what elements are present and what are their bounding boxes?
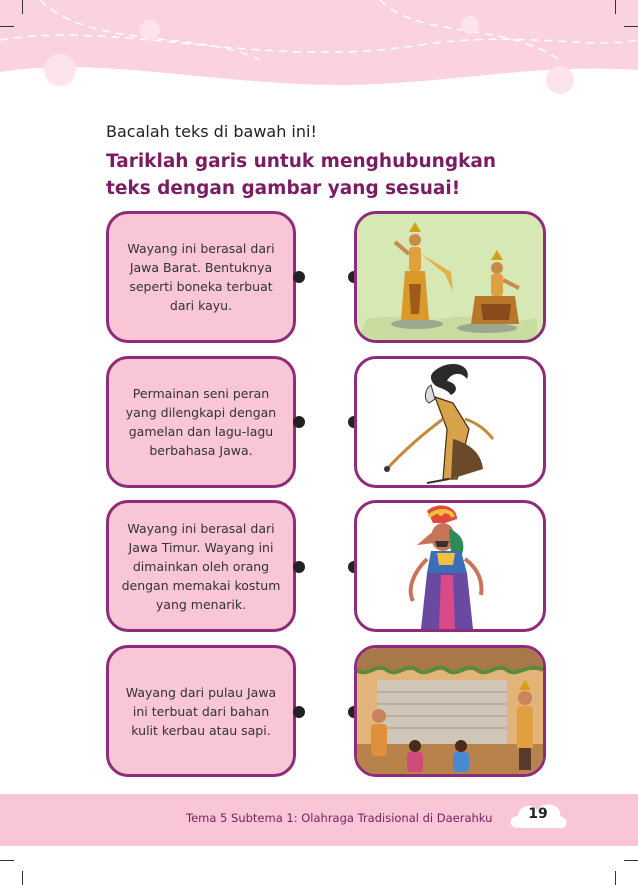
page-number: 19 [528, 806, 548, 822]
crop-mark [615, 0, 616, 14]
left-connector-dot-2[interactable] [293, 416, 305, 428]
left-connector-dot-1[interactable] [293, 271, 305, 283]
crop-mark [0, 860, 14, 861]
crop-mark [624, 26, 638, 27]
header-decoration [0, 0, 638, 118]
instruction-text: Bacalah teks di bawah ini! [106, 122, 317, 141]
page-title: Tariklah garis untuk menghubungkan teks dengan gambar yang sesuai! [106, 151, 497, 199]
crop-mark [22, 871, 23, 885]
crop-mark [615, 871, 616, 885]
text-card-2: Permainan seni peran yang dilengkapi dengan gamelan dan lagu-lagu berbahasa Jawa. [106, 356, 296, 488]
wayang-golek-puppet-image [354, 500, 546, 632]
footer-text: Tema 5 Subtema 1: Olahraga Tradisional di Daerahku [186, 811, 493, 825]
text-card-4: Wayang dari pulau Jawa ini terbuat dari bahan kulit kerbau atau sapi. [106, 645, 296, 777]
wayang-orang-dancers-image [354, 211, 546, 343]
left-connector-dot-3[interactable] [293, 561, 305, 573]
crop-mark [22, 0, 23, 14]
wayang-stage-scene-image [354, 645, 546, 777]
text-card-3: Wayang ini berasal dari Jawa Timur. Wayang ini dimainkan oleh orang dengan memakai kostum yang menarik. [106, 500, 296, 632]
crop-mark [624, 860, 638, 861]
text-card-1: Wayang ini berasal dari Jawa Barat. Bentuknya seperti boneka terbuat dari kayu. [106, 211, 296, 343]
wayang-kulit-puppet-image [354, 356, 546, 488]
left-connector-dot-4[interactable] [293, 706, 305, 718]
crop-mark [0, 26, 14, 27]
